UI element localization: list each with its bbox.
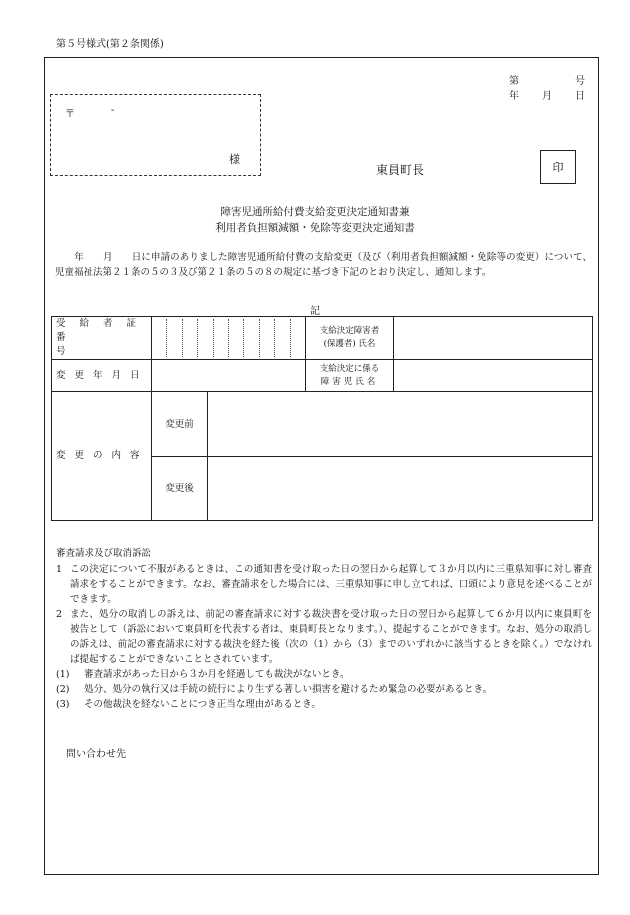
appeal-notes <box>56 546 592 712</box>
ki-heading: 記 <box>310 306 320 317</box>
note-number: 1 <box>56 564 63 575</box>
digit-box <box>152 319 167 357</box>
before-change-label: 変更前 <box>152 392 208 457</box>
recipient-number-digit-grid <box>152 319 305 357</box>
digit-box <box>244 319 259 357</box>
after-change-label: 変更後 <box>152 457 208 521</box>
doc-no-prefix: 第 <box>509 76 519 87</box>
recipient-number-cell <box>152 317 306 360</box>
note-text: また、処分の取消しの訴えは、前記の審査請求に対する裁決書を受け取った日の翌日から起算して６か月以内に東員町を被告として（訴訟において東員町を代表する者は、東員町長となります。）、提起することができます。なお、処分の取消しの訴えは、前記の審査請求に対する裁決を経た後（次の（1）から（3）までのいずれかに該当するときを除く。）でなければ提起することができないこととされています。 <box>70 609 592 665</box>
sub-note-text: 処分、処分の執行又は手続の続行により生ずる著しい損害を避けるため緊急の必要があるとき。 <box>84 684 493 695</box>
recipient-number-label <box>52 317 152 360</box>
digit-box <box>229 319 244 357</box>
sub-note-text: その他裁決を経ないことにつき正当な理由があるとき。 <box>84 699 321 710</box>
guardian-label-line1: 支給決定障害者 <box>319 326 380 336</box>
child-label-line2: 障害児氏名 <box>320 376 379 387</box>
notice-paragraph: 年 月 日に申請のありました障害児通所給付費の支給変更（及び（利用者負担額減額・免除等の変更）について、児童福祉法第２１条の５の３及び第２１条の５の８の規定に基づき下記のとおり決定し、通知します。 <box>55 252 592 278</box>
doc-month: 月 <box>542 91 552 102</box>
list-item <box>56 697 592 712</box>
sub-note-number: (1) <box>56 669 70 680</box>
change-date-value <box>152 360 306 392</box>
after-change-value <box>208 457 593 521</box>
appeal-heading: 審査請求及び取消訴訟 <box>56 548 152 559</box>
document-title-line1: 障害児通所給付費支給変更決定通知書兼 <box>220 206 410 218</box>
seal-label: 印 <box>552 161 564 174</box>
change-content-label: 変更の内容 <box>52 392 152 521</box>
recipient-number-label-line2 <box>56 331 151 359</box>
table-row <box>52 317 593 360</box>
decision-table <box>51 316 593 521</box>
digit-box <box>275 319 290 357</box>
postal-mark: 〒 <box>65 109 75 120</box>
table-row <box>52 360 593 392</box>
form-number-label: 第５号様式(第２条関係) <box>56 39 164 50</box>
table-row <box>52 392 593 457</box>
notice-body <box>55 250 592 280</box>
child-label-line1: 支給決定に係る <box>319 363 380 374</box>
list-item <box>56 562 592 607</box>
sub-note-text: 審査請求があった日から３か月を経過しても裁決がないとき。 <box>84 669 350 680</box>
guardian-name-value <box>394 317 593 360</box>
sender-name: 東員町長 <box>376 163 425 177</box>
digit-box <box>183 319 198 357</box>
list-item <box>56 682 592 697</box>
list-item <box>56 667 592 682</box>
addressee-honorific: 様 <box>229 153 240 166</box>
recipient-number-label-line2-text: 番号 <box>56 332 136 357</box>
sub-note-number: (2) <box>56 684 70 695</box>
guardian-name-label <box>306 317 394 360</box>
address-box <box>50 94 261 176</box>
digit-box <box>214 319 229 357</box>
recipient-number-label-line1: 受給者証 <box>56 318 151 329</box>
guardian-label-line2: (保護者) 氏名 <box>323 339 376 349</box>
seal-box <box>540 150 576 184</box>
postal-dash: - <box>111 105 115 116</box>
child-name-label <box>306 360 394 392</box>
note-number: 2 <box>56 609 63 620</box>
child-name-value <box>394 360 593 392</box>
doc-day: 日 <box>575 91 585 102</box>
sub-note-number: (3) <box>56 699 70 710</box>
before-change-value <box>208 392 593 457</box>
change-date-label: 変更年月日 <box>52 360 152 392</box>
digit-box <box>167 319 182 357</box>
document-title-line2: 利用者負担額減額・免除等変更決定通知書 <box>215 222 415 234</box>
inquiry-label: 問い合わせ先 <box>66 749 126 760</box>
digit-box <box>198 319 213 357</box>
note-text: この決定について不服があるときは、この通知書を受け取った日の翌日から起算して３か月以内に三重県知事に対し審査請求をすることができます。なお、審査請求をした場合には、三重県知事に申し立てれば、口頭により意見を述べることができます。 <box>70 564 592 605</box>
digit-box <box>260 319 275 357</box>
document-number-block <box>509 72 585 102</box>
doc-year: 年 <box>509 91 519 102</box>
doc-no-suffix: 号 <box>575 76 585 87</box>
digit-box <box>291 319 305 357</box>
list-item <box>56 607 592 667</box>
